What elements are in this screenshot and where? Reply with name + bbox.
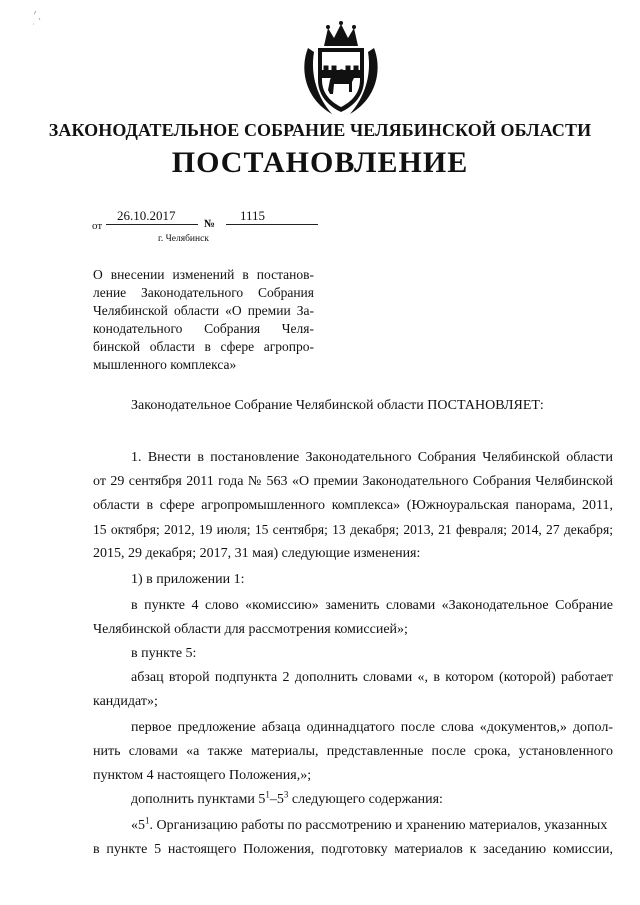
title-line: конодательного Собрания Челя-	[93, 321, 314, 336]
preamble: Законодательное Собрание Челябинской области ПОСТАНОВЛЯЕТ:	[131, 398, 544, 413]
supplement-text: дополнить пунктами 5	[131, 792, 266, 807]
supplement-text: –5	[269, 792, 284, 807]
document-title	[93, 266, 314, 374]
body-line: в пункте 5:	[131, 646, 197, 661]
body-line: 1. Внести в постановление Законодательного Собрания Челябинской области	[131, 450, 613, 465]
body-line: Челябинской области для рассмотрения комиссией»;	[93, 622, 408, 637]
body-line: нить словами «а также материалы, представленные после срока, установленного	[93, 744, 613, 759]
title-line: ление Законодательного Собрания	[93, 285, 314, 300]
number-prefix: №	[204, 218, 216, 230]
superscript: 1	[265, 789, 270, 800]
title-line: мышленного комплекса»	[93, 357, 237, 372]
body-line: области в сфере агропромышленного комплекса» (Южноуральская панорама, 2011,	[93, 498, 613, 513]
body-line: кандидат»;	[93, 694, 158, 709]
supplement-text: следующего содержания:	[288, 792, 443, 807]
organization-name: ЗАКОНОДАТЕЛЬНОЕ СОБРАНИЕ ЧЕЛЯБИНСКОЙ ОБЛАСТИ	[48, 120, 592, 140]
superscript: 1	[145, 815, 150, 826]
title-line: О внесении изменений в постанов-	[93, 267, 314, 282]
point-line	[131, 815, 613, 840]
date-prefix: от	[92, 220, 103, 232]
document-date: 26.10.2017	[117, 208, 176, 223]
point-text: «5	[131, 818, 145, 833]
body-line: первое предложение абзаца одиннадцатого после слова «документов,» допол-	[131, 720, 613, 735]
superscript: 3	[283, 789, 289, 800]
body-line: 15 октября; 2012, 19 июля; 15 сентября; 13 декабря; 2013, 21 февраля; 2014, 27 декабря;	[93, 522, 613, 537]
body-line: пунктом 4 настоящего Положения,»;	[93, 768, 312, 783]
body-line: 2015, 29 декабря; 2017, 31 мая) следующие изменения:	[93, 546, 421, 561]
body-line: абзац второй подпункта 2 дополнить словами «, в котором (которой) работает	[131, 670, 613, 685]
scan-marks	[30, 8, 70, 38]
point-text: . Организацию работы по рассмотрению и хранению материалов, указанных	[149, 818, 608, 833]
body-line: в пункте 4 слово «комиссию» заменить словами «Законодательное Собрание	[131, 598, 613, 613]
title-line: бинской области в сфере агропро-	[93, 339, 314, 354]
coat-of-arms-icon	[298, 18, 384, 118]
body-line: 1) в приложении 1:	[131, 572, 245, 587]
body-line: от 29 сентября 2011 года № 563 «О премии Законодательного Собрания Челябинской	[93, 474, 613, 489]
body-line: в пункте 5 настоящего Положения, подготовку материалов к заседанию комиссии,	[93, 842, 613, 857]
document-city: г. Челябинск	[158, 234, 209, 244]
document-type: ПОСТАНОВЛЕНИЕ	[171, 146, 469, 179]
supplement-line	[131, 789, 613, 814]
document-number: 1115	[240, 208, 266, 223]
title-line: Челябинской области «О премии За-	[93, 303, 314, 318]
